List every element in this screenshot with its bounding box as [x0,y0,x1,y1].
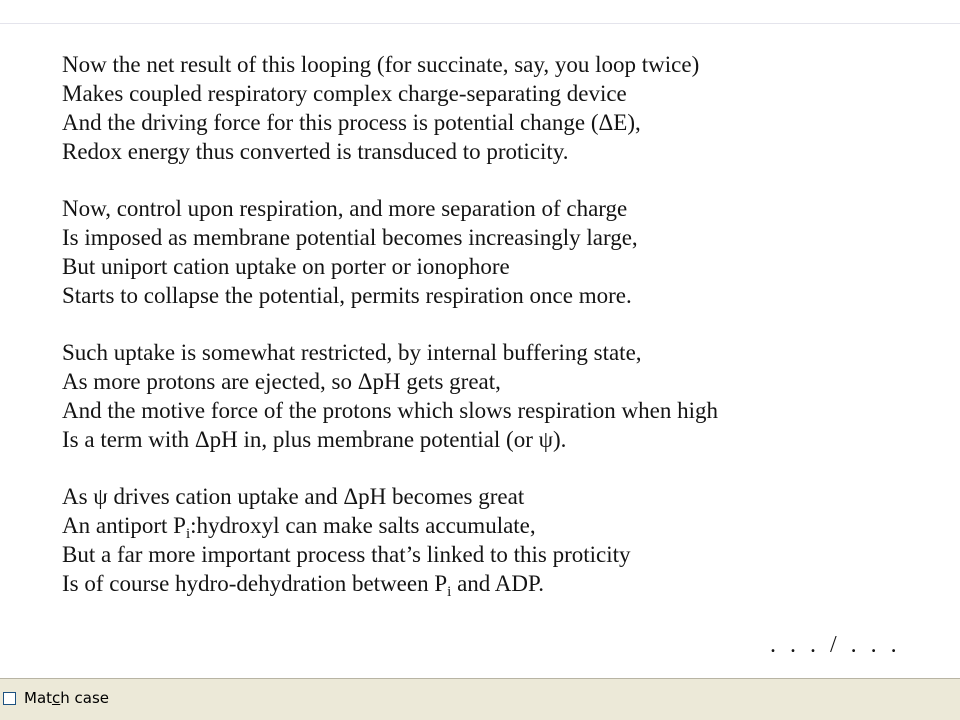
poem-line: Such uptake is somewhat restricted, by internal buffering state, [62,340,642,365]
poem-text [62,50,922,626]
poem-line: As more protons are ejected, so ΔpH gets great, [62,369,501,394]
match-case-label[interactable] [24,689,109,707]
access-key: c [52,689,61,707]
poem-line: Now, control upon respiration, and more separation of charge [62,196,628,221]
stanza-1 [62,50,922,166]
poem-line: And the motive force of the protons which slows respiration when high [62,398,719,423]
subscript: i [447,584,452,600]
label-part: Mat [24,689,53,707]
line-text: and ADP. [451,571,544,596]
poem-line: As ψ drives cation uptake and ΔpH becomes great [62,484,525,509]
poem-line: Is a term with ΔpH in, plus membrane potential (or ψ). [62,427,567,452]
label-part: h case [60,689,110,707]
match-case-checkbox[interactable] [3,692,16,705]
poem-line [62,569,922,598]
line-text: Is of course hydro-dehydration between P [62,571,448,596]
line-text: :hydroxyl can make salts accumulate, [190,513,536,538]
poem-line: And the driving force for this process is potential change (ΔE), [62,110,641,135]
poem-line: Is imposed as membrane potential becomes increasingly large, [62,225,638,250]
stanza-3 [62,338,922,454]
match-case-option[interactable] [3,688,109,708]
poem-line: But a far more important process that’s linked to this proticity [62,542,631,567]
stanza-2 [62,194,922,310]
continuation-marker: . . . / . . . [770,632,901,658]
poem-line: Now the net result of this looping (for succinate, say, you loop twice) [62,52,700,77]
subscript: i [185,526,191,542]
top-divider [0,23,960,24]
poem-line: Makes coupled respiratory complex charge-separating device [62,81,627,106]
poem-line: But uniport cation uptake on porter or ionophore [62,254,510,279]
find-bar [0,678,960,720]
poem-line: Starts to collapse the potential, permits respiration once more. [62,283,632,308]
stanza-4 [62,482,922,598]
poem-line: Redox energy thus converted is transduced to proticity. [62,139,569,164]
line-text: An antiport P [62,513,186,538]
poem-line [62,511,922,540]
